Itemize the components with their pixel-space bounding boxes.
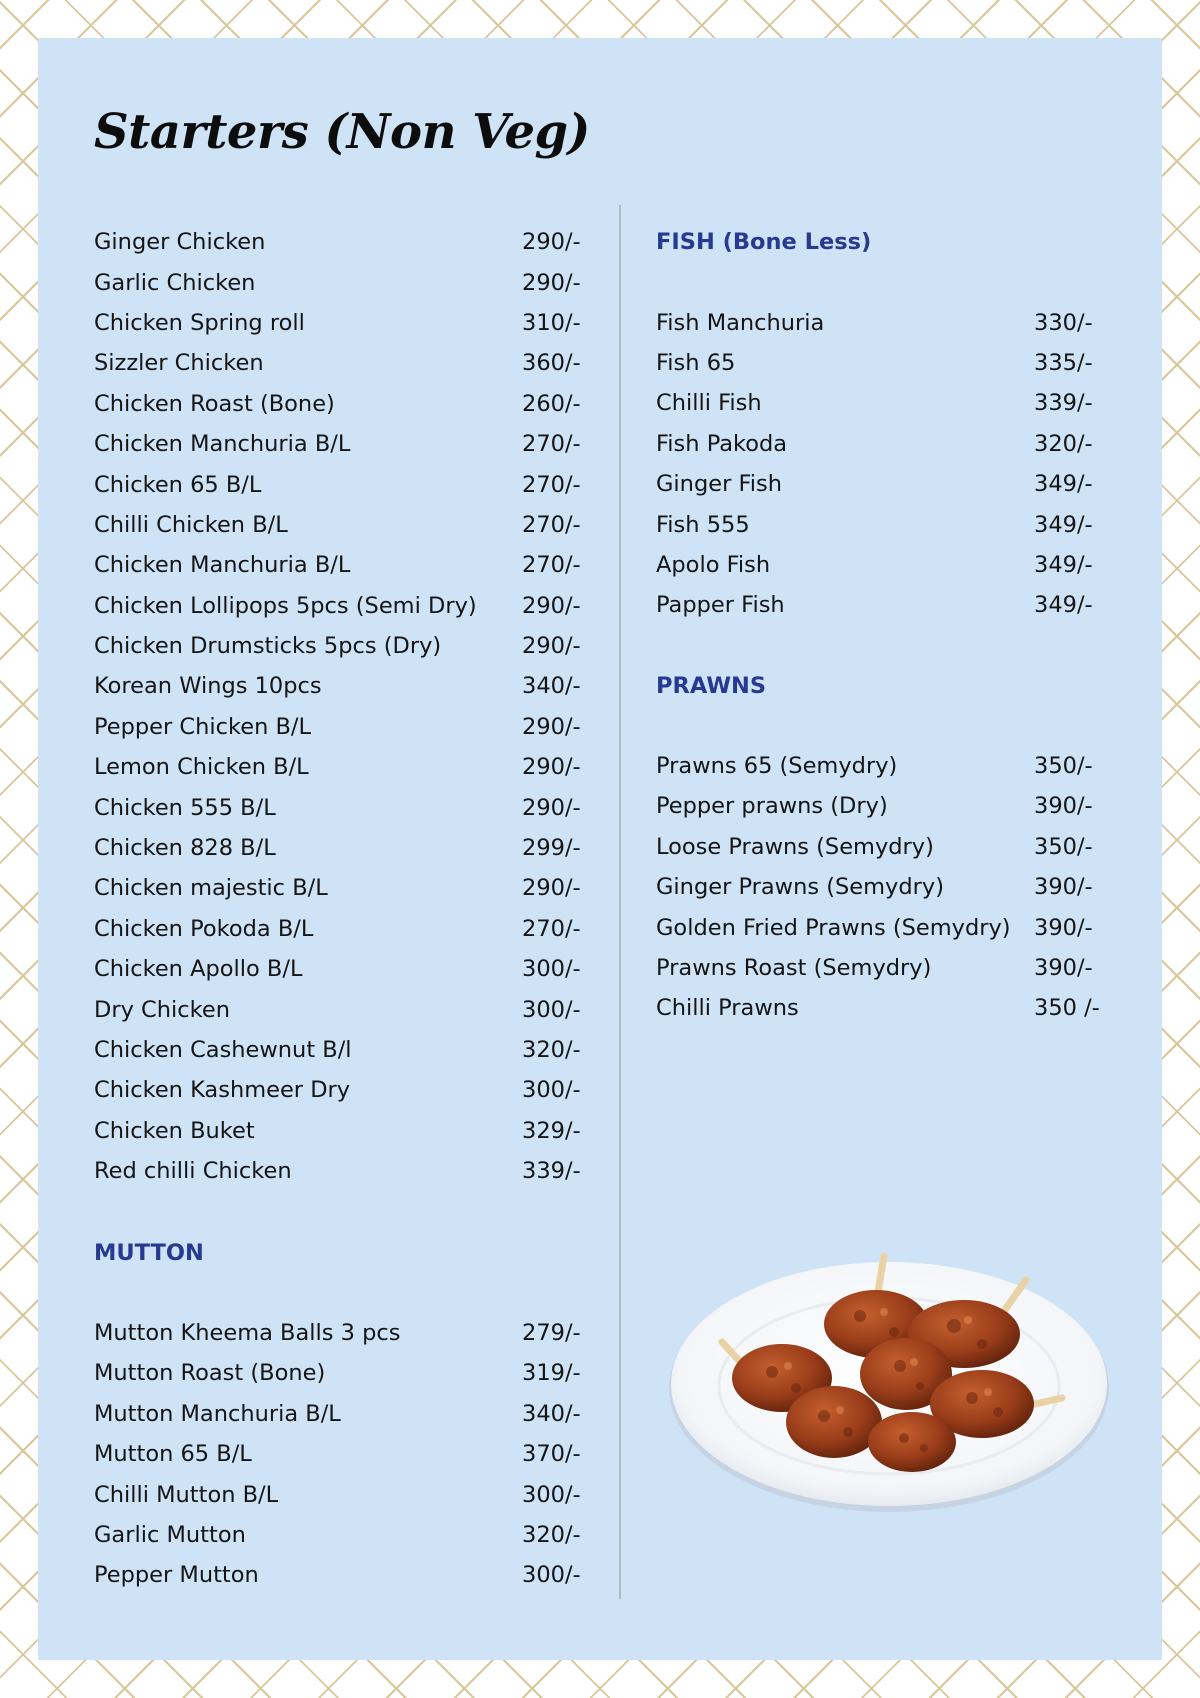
item-price: 335/- bbox=[1034, 349, 1093, 376]
menu-item-row bbox=[656, 948, 1100, 988]
item-name: Ginger Prawns (Semydry) bbox=[656, 874, 944, 901]
menu-item-row bbox=[656, 746, 1100, 786]
item-price: 349/- bbox=[1034, 551, 1093, 578]
item-price: 329/- bbox=[522, 1117, 581, 1144]
item-price: 290/- bbox=[522, 229, 581, 256]
item-name: Fish 555 bbox=[656, 511, 750, 538]
item-price: 290/- bbox=[522, 269, 581, 296]
menu-item-row bbox=[94, 1151, 594, 1191]
item-price: 290/- bbox=[522, 794, 581, 821]
menu-item-row bbox=[94, 989, 594, 1029]
item-name: Chilli Chicken B/L bbox=[94, 511, 288, 538]
left-column bbox=[94, 222, 594, 1596]
item-name: Chilli Prawns bbox=[656, 995, 799, 1022]
chicken-list bbox=[94, 222, 594, 1191]
item-price: 390/- bbox=[1034, 955, 1093, 982]
menu-item-row bbox=[656, 867, 1100, 907]
item-price: 270/- bbox=[522, 915, 581, 942]
item-name: Prawns 65 (Semydry) bbox=[656, 753, 898, 780]
item-price: 349/- bbox=[1034, 471, 1093, 498]
item-name: Mutton 65 B/L bbox=[94, 1441, 252, 1468]
item-name: Chicken Lollipops 5pcs (Semi Dry) bbox=[94, 592, 477, 619]
item-price: 319/- bbox=[522, 1360, 581, 1387]
menu-item-row bbox=[94, 464, 594, 504]
item-price: 310/- bbox=[522, 309, 581, 336]
item-price: 350/- bbox=[1034, 753, 1093, 780]
item-name: Golden Fried Prawns (Semydry) bbox=[656, 914, 1011, 941]
item-price: 270/- bbox=[522, 431, 581, 458]
menu-item-row bbox=[94, 868, 594, 908]
item-name: Chicken Roast (Bone) bbox=[94, 390, 335, 417]
prawns-list bbox=[656, 746, 1100, 1029]
item-name: Chicken 555 B/L bbox=[94, 794, 276, 821]
menu-item-row bbox=[94, 303, 594, 343]
item-name: Chicken Cashewnut B/l bbox=[94, 1037, 352, 1063]
item-name: Chicken Spring roll bbox=[94, 309, 305, 336]
item-name: Chicken 828 B/L bbox=[94, 835, 276, 862]
item-price: 340/- bbox=[522, 673, 581, 700]
item-price: 300/- bbox=[522, 1481, 581, 1508]
menu-item-row bbox=[94, 424, 594, 464]
item-name: Dry Chicken bbox=[94, 996, 230, 1023]
menu-item-row bbox=[94, 909, 594, 949]
column-divider bbox=[619, 205, 621, 1599]
prawns-heading: PRAWNS bbox=[656, 672, 767, 699]
item-price: 320/- bbox=[522, 1037, 581, 1063]
menu-item-row bbox=[656, 383, 1100, 423]
item-name: Pepper Chicken B/L bbox=[94, 713, 312, 740]
menu-item-row bbox=[94, 1111, 594, 1151]
item-name: Chicken 65 B/L bbox=[94, 471, 262, 498]
item-price: 390/- bbox=[1034, 874, 1093, 901]
menu-item-row bbox=[656, 464, 1100, 504]
menu-item-row bbox=[94, 828, 594, 868]
menu-item-row bbox=[94, 1030, 594, 1070]
item-name: Pepper Mutton bbox=[94, 1562, 259, 1589]
item-price: 339/- bbox=[522, 1158, 581, 1185]
item-name: Chicken Manchuria B/L bbox=[94, 552, 351, 579]
item-name: Ginger Chicken bbox=[94, 229, 266, 256]
item-price: 330/- bbox=[1034, 309, 1093, 336]
item-name: Loose Prawns (Semydry) bbox=[656, 833, 934, 860]
item-name: Chicken Kashmeer Dry bbox=[94, 1077, 351, 1104]
item-price: 350/- bbox=[1034, 833, 1093, 860]
item-name: Papper Fish bbox=[656, 592, 785, 619]
item-name: Fish Pakoda bbox=[656, 430, 788, 457]
menu-item-row bbox=[656, 424, 1100, 464]
item-name: Apolo Fish bbox=[656, 551, 771, 578]
item-name: Mutton Manchuria B/L bbox=[94, 1400, 341, 1427]
menu-item-row bbox=[94, 384, 594, 424]
item-name: Sizzler Chicken bbox=[94, 350, 264, 377]
menu-item-row bbox=[94, 949, 594, 989]
menu-item-row bbox=[94, 1515, 594, 1555]
menu-item-row bbox=[94, 343, 594, 383]
item-price: 270/- bbox=[522, 511, 581, 538]
item-price: 349/- bbox=[1034, 511, 1093, 538]
menu-item-row bbox=[656, 585, 1100, 625]
menu-item-row bbox=[656, 786, 1100, 826]
item-price: 300/- bbox=[522, 1077, 581, 1104]
item-price: 320/- bbox=[1034, 430, 1093, 457]
menu-item-row bbox=[94, 1313, 594, 1353]
item-price: 350 /- bbox=[1034, 995, 1100, 1022]
mutton-list bbox=[94, 1313, 594, 1596]
item-price: 300/- bbox=[522, 956, 581, 983]
fried-chicken-plate-image bbox=[664, 1246, 1114, 1520]
menu-item-row bbox=[94, 1555, 594, 1595]
item-name: Chicken Drumsticks 5pcs (Dry) bbox=[94, 633, 442, 660]
item-price: 320/- bbox=[522, 1521, 581, 1548]
item-price: 270/- bbox=[522, 471, 581, 498]
menu-item-row bbox=[94, 626, 594, 666]
menu-item-row bbox=[656, 343, 1100, 383]
item-price: 290/- bbox=[522, 713, 581, 740]
item-name: Chicken Pokoda B/L bbox=[94, 915, 314, 942]
item-name: Chicken Manchuria B/L bbox=[94, 431, 351, 458]
item-name: Mutton Roast (Bone) bbox=[94, 1360, 326, 1387]
menu-item-row bbox=[94, 707, 594, 747]
menu-item-row bbox=[94, 262, 594, 302]
item-name: Ginger Fish bbox=[656, 471, 783, 498]
item-name: Prawns Roast (Semydry) bbox=[656, 955, 932, 982]
item-name: Mutton Kheema Balls 3 pcs bbox=[94, 1319, 401, 1346]
menu-item-row bbox=[94, 666, 594, 706]
item-name: Pepper prawns (Dry) bbox=[656, 793, 888, 820]
mutton-heading: MUTTON bbox=[94, 1239, 204, 1266]
menu-item-row bbox=[94, 1394, 594, 1434]
menu-item-row bbox=[656, 988, 1100, 1028]
menu-item-row bbox=[94, 1474, 594, 1514]
menu-item-row bbox=[656, 504, 1100, 544]
item-price: 279/- bbox=[522, 1319, 581, 1346]
item-name: Chilli Fish bbox=[656, 390, 762, 417]
item-name: Garlic Mutton bbox=[94, 1521, 246, 1548]
menu-item-row bbox=[94, 787, 594, 827]
item-name: Chilli Mutton B/L bbox=[94, 1481, 279, 1508]
menu-item-row bbox=[656, 545, 1100, 585]
page-title: Starters (Non Veg) bbox=[94, 104, 590, 160]
item-price: 300/- bbox=[522, 1562, 581, 1589]
item-name: Chicken majestic B/L bbox=[94, 875, 328, 902]
item-name: Garlic Chicken bbox=[94, 269, 256, 296]
menu-item-row bbox=[656, 302, 1100, 342]
menu-item-row bbox=[94, 586, 594, 626]
menu-item-row bbox=[656, 907, 1100, 947]
item-price: 270/- bbox=[522, 552, 581, 579]
item-name: Chicken Apollo B/L bbox=[94, 956, 303, 983]
menu-item-row bbox=[94, 1353, 594, 1393]
item-price: 290/- bbox=[522, 875, 581, 902]
item-name: Chicken Buket bbox=[94, 1117, 255, 1144]
fish-heading: FISH (Bone Less) bbox=[656, 229, 872, 256]
menu-item-row bbox=[94, 1434, 594, 1474]
item-name: Korean Wings 10pcs bbox=[94, 673, 322, 700]
right-column bbox=[656, 222, 1100, 1029]
item-name: Fish Manchuria bbox=[656, 309, 825, 336]
item-price: 390/- bbox=[1034, 914, 1093, 941]
item-name: Red chilli Chicken bbox=[94, 1158, 292, 1185]
menu-item-row bbox=[94, 747, 594, 787]
fish-list bbox=[656, 302, 1100, 625]
item-price: 339/- bbox=[1034, 390, 1093, 417]
item-price: 290/- bbox=[522, 592, 581, 619]
item-price: 370/- bbox=[522, 1441, 581, 1468]
item-name: Fish 65 bbox=[656, 349, 736, 376]
item-price: 390/- bbox=[1034, 793, 1093, 820]
item-name: Lemon Chicken B/L bbox=[94, 754, 309, 781]
menu-item-row bbox=[656, 827, 1100, 867]
item-price: 360/- bbox=[522, 350, 581, 377]
item-price: 290/- bbox=[522, 633, 581, 660]
item-price: 260/- bbox=[522, 390, 581, 417]
item-price: 300/- bbox=[522, 996, 581, 1023]
item-price: 340/- bbox=[522, 1400, 581, 1427]
menu-item-row bbox=[94, 222, 594, 262]
menu-item-row bbox=[94, 1070, 594, 1110]
item-price: 290/- bbox=[522, 754, 581, 781]
item-price: 299/- bbox=[522, 835, 581, 862]
menu-item-row bbox=[94, 545, 594, 585]
item-price: 349/- bbox=[1034, 592, 1093, 619]
menu-item-row bbox=[94, 505, 594, 545]
